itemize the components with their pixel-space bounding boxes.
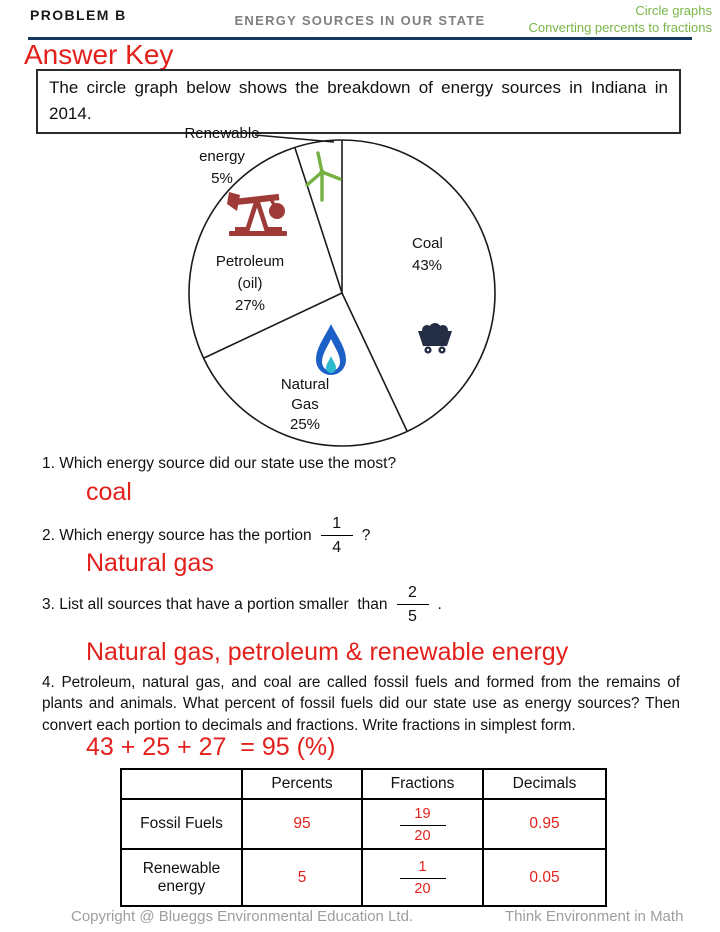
svg-text:Gas: Gas	[291, 396, 319, 413]
svg-text:5%: 5%	[211, 170, 233, 187]
topic-line2: Converting percents to fractions	[528, 20, 712, 35]
table-header-row	[121, 769, 606, 799]
svg-text:Petroleum: Petroleum	[215, 253, 285, 270]
svg-text:Coal: Coal	[412, 235, 443, 252]
svg-text:43%: 43%	[412, 257, 443, 274]
row-label: Renewable energy	[121, 849, 242, 906]
page-title: ENERGY SOURCES IN OUR STATE	[234, 13, 486, 28]
svg-text:energy: energy	[199, 148, 245, 165]
percent-value: 5	[242, 849, 362, 906]
decimal-value: 0.05	[483, 849, 606, 906]
fraction-value	[362, 799, 483, 849]
topic-line1: Circle graphs	[635, 3, 712, 18]
fraction-bar	[400, 825, 446, 826]
question-3	[42, 584, 442, 625]
header-fractions: Fractions	[362, 769, 483, 799]
table-row	[121, 849, 606, 906]
answer-2: Natural gas	[86, 549, 214, 577]
footer-tagline: Think Environment in Math	[505, 908, 684, 925]
answer-3: Natural gas, petroleum & renewable energy	[86, 638, 569, 666]
svg-text:(oil): (oil)	[237, 275, 263, 292]
question-3-period: .	[437, 595, 442, 613]
question-2-text: 2. Which energy source has the portion	[42, 526, 312, 544]
question-4: 4. Petroleum, natural gas, and coal are called fossil fuels and formed from the remains of plants and animals. What percent of fossil fuels did our state use as energy sources? Then convert each portion to decimals and fractions. Write fractions in simplest form.	[42, 674, 680, 734]
question-1: 1. Which energy source did our state use the most?	[42, 455, 397, 472]
question-3-text: 3. List all sources that have a portion smaller than	[42, 595, 388, 613]
question-2-mark: ?	[361, 526, 371, 544]
problem-label: PROBLEM B	[30, 7, 127, 23]
header-percents: Percents	[242, 769, 362, 799]
svg-text:27%: 27%	[234, 297, 266, 314]
answer-key-label: Answer Key	[24, 39, 174, 70]
svg-text:25%: 25%	[289, 416, 321, 433]
header-empty	[121, 769, 242, 799]
fraction-value	[362, 849, 483, 906]
topic-note	[528, 2, 712, 36]
svg-text:Renewable: Renewable	[184, 126, 260, 142]
fraction-one-fourth: $\frac{1}{4}$	[321, 515, 353, 556]
renewable-leader-line	[255, 135, 334, 142]
fraction-nineteen-twentieths: $\frac{19}{20}$	[400, 807, 446, 844]
answer-1: coal	[86, 478, 132, 506]
fraction-bar	[400, 878, 446, 879]
footer-copyright: Copyright @ Blueggs Environmental Education Ltd.	[71, 908, 414, 925]
fraction-bar	[321, 535, 353, 536]
table-row	[121, 799, 606, 849]
answer-4-equation: 43 + 25 + 27 = 95 (%)	[86, 733, 336, 761]
decimal-value: 0.95	[483, 799, 606, 849]
fraction-two-fifths: $\frac{2}{5}$	[397, 584, 429, 625]
fraction-one-twentieth: $\frac{1}{20}$	[400, 860, 446, 897]
intro-box: The circle graph below shows the breakdown of energy sources in Indiana in 2014.	[36, 69, 681, 134]
fraction-bar	[397, 604, 429, 605]
row-label: Fossil Fuels	[121, 799, 242, 849]
svg-text:Natural: Natural	[280, 376, 330, 393]
pie-chart	[150, 126, 570, 448]
header-decimals: Decimals	[483, 769, 606, 799]
conversion-table	[120, 768, 607, 907]
percent-value: 95	[242, 799, 362, 849]
